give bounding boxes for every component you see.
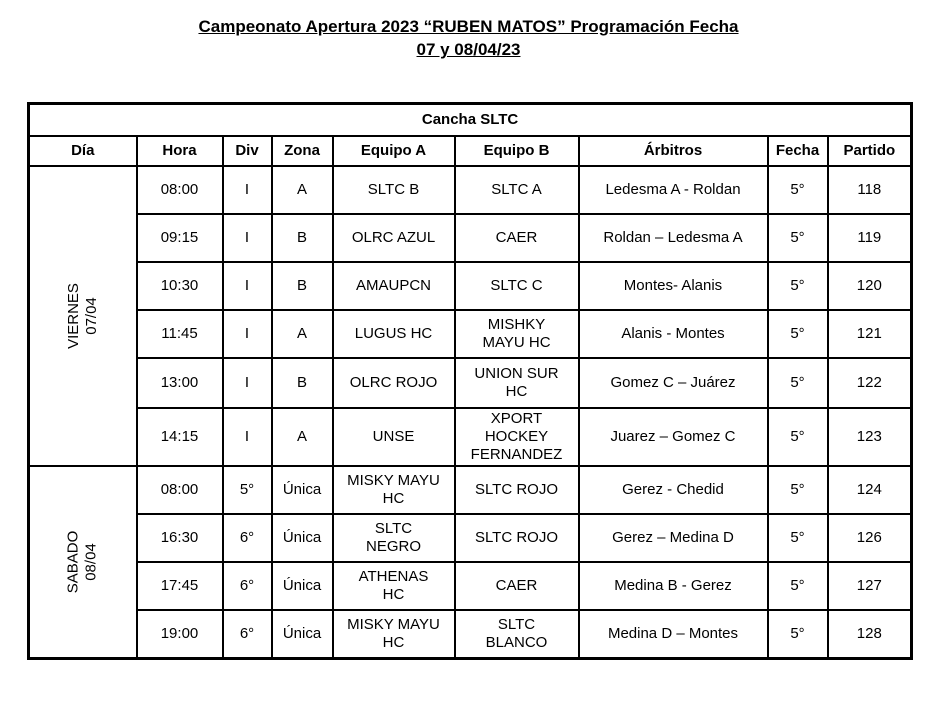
match-division: 6° bbox=[223, 610, 272, 659]
team-a-line: LUGUS HC bbox=[354, 325, 433, 342]
team-a-line: OLRC ROJO bbox=[349, 374, 438, 391]
team-b bbox=[455, 310, 579, 358]
team-b-line: SLTC ROJO bbox=[474, 481, 559, 498]
match-referees: Medina D – Montes bbox=[579, 610, 768, 659]
match-number: 122 bbox=[828, 358, 912, 408]
team-a-line: SLTC B bbox=[367, 181, 420, 198]
day-date: 07/04 bbox=[82, 297, 100, 335]
team-a bbox=[333, 610, 455, 659]
team-a-line: HC bbox=[382, 586, 405, 603]
team-a bbox=[333, 358, 455, 408]
team-b-line: SLTC bbox=[497, 616, 536, 633]
team-b-line: BLANCO bbox=[485, 634, 548, 651]
match-division: 6° bbox=[223, 514, 272, 562]
team-b bbox=[455, 166, 579, 214]
team-a-line: MISKY MAYU bbox=[347, 472, 440, 489]
document-title: Campeonato Apertura 2023 “RUBEN MATOS” Programación Fecha bbox=[198, 17, 739, 36]
team-a-line: HC bbox=[382, 490, 405, 507]
day-date: 08/04 bbox=[82, 543, 100, 581]
table-row bbox=[29, 358, 912, 408]
table-row bbox=[29, 166, 912, 214]
match-referees: Alanis - Montes bbox=[579, 310, 768, 358]
match-referees: Gerez – Medina D bbox=[579, 514, 768, 562]
match-number: 120 bbox=[828, 262, 912, 310]
match-division: I bbox=[223, 310, 272, 358]
team-b bbox=[455, 408, 579, 466]
match-time: 14:15 bbox=[137, 408, 223, 466]
team-a-line: AMAUPCN bbox=[355, 277, 431, 294]
match-division: 5° bbox=[223, 466, 272, 514]
day-label bbox=[65, 531, 101, 594]
match-referees: Gerez - Chedid bbox=[579, 466, 768, 514]
match-time: 09:15 bbox=[137, 214, 223, 262]
schedule-body bbox=[29, 166, 912, 659]
schedule-table bbox=[27, 102, 913, 660]
team-a-line: MISKY MAYU bbox=[347, 616, 440, 633]
team-b bbox=[455, 610, 579, 659]
match-referees: Medina B - Gerez bbox=[579, 562, 768, 610]
team-a bbox=[333, 166, 455, 214]
match-number: 126 bbox=[828, 514, 912, 562]
match-time: 19:00 bbox=[137, 610, 223, 659]
match-zone: B bbox=[272, 358, 333, 408]
day-name: VIERNES bbox=[64, 283, 82, 349]
col-header-zona: Zona bbox=[272, 136, 333, 166]
team-a-line: SLTC bbox=[374, 520, 413, 537]
team-b-line: CAER bbox=[495, 577, 538, 594]
match-round: 5° bbox=[768, 262, 828, 310]
match-number: 119 bbox=[828, 214, 912, 262]
team-a bbox=[333, 262, 455, 310]
match-round: 5° bbox=[768, 408, 828, 466]
match-referees: Gomez C – Juárez bbox=[579, 358, 768, 408]
team-a bbox=[333, 214, 455, 262]
match-zone: Única bbox=[272, 466, 333, 514]
team-b bbox=[455, 562, 579, 610]
match-round: 5° bbox=[768, 562, 828, 610]
cancha-header: Cancha SLTC bbox=[29, 104, 912, 137]
match-round: 5° bbox=[768, 466, 828, 514]
team-b-line: SLTC C bbox=[490, 277, 543, 294]
table-row bbox=[29, 562, 912, 610]
day-name: SABADO bbox=[64, 530, 82, 594]
match-division: I bbox=[223, 358, 272, 408]
day-cell bbox=[29, 466, 137, 659]
match-zone: A bbox=[272, 408, 333, 466]
match-time: 11:45 bbox=[137, 310, 223, 358]
day-label bbox=[65, 283, 101, 349]
match-time: 16:30 bbox=[137, 514, 223, 562]
col-header-dia: Día bbox=[29, 136, 137, 166]
team-b bbox=[455, 466, 579, 514]
match-time: 10:30 bbox=[137, 262, 223, 310]
match-round: 5° bbox=[768, 610, 828, 659]
col-header-equipo-a: Equipo A bbox=[333, 136, 455, 166]
match-round: 5° bbox=[768, 514, 828, 562]
table-row bbox=[29, 610, 912, 659]
document-subtitle-dates: 07 y 08/04/23 bbox=[416, 40, 521, 59]
match-referees: Juarez – Gomez C bbox=[579, 408, 768, 466]
team-a-line: UNSE bbox=[372, 428, 415, 445]
match-number: 118 bbox=[828, 166, 912, 214]
team-a bbox=[333, 466, 455, 514]
col-header-fecha: Fecha bbox=[768, 136, 828, 166]
table-row bbox=[29, 214, 912, 262]
team-b bbox=[455, 214, 579, 262]
team-b bbox=[455, 514, 579, 562]
match-zone: A bbox=[272, 310, 333, 358]
table-row bbox=[29, 466, 912, 514]
team-b-line: FERNANDEZ bbox=[470, 446, 563, 463]
table-row bbox=[29, 408, 912, 466]
col-header-partido: Partido bbox=[828, 136, 912, 166]
team-a-line: HC bbox=[382, 634, 405, 651]
match-number: 121 bbox=[828, 310, 912, 358]
team-b-line: UNION SUR bbox=[474, 365, 559, 382]
team-b-line: CAER bbox=[495, 229, 538, 246]
match-time: 08:00 bbox=[137, 466, 223, 514]
match-referees: Montes- Alanis bbox=[579, 262, 768, 310]
match-division: I bbox=[223, 214, 272, 262]
team-a-line: ATHENAS bbox=[358, 568, 429, 585]
match-zone: B bbox=[272, 262, 333, 310]
col-header-div: Div bbox=[223, 136, 272, 166]
team-b-line: HOCKEY bbox=[484, 428, 549, 445]
match-referees: Roldan – Ledesma A bbox=[579, 214, 768, 262]
match-division: I bbox=[223, 262, 272, 310]
team-b-line: XPORT bbox=[490, 410, 543, 427]
match-time: 17:45 bbox=[137, 562, 223, 610]
team-b-line: MAYU HC bbox=[482, 334, 551, 351]
team-a bbox=[333, 408, 455, 466]
team-b-line: MISHKY bbox=[487, 316, 546, 333]
match-division: 6° bbox=[223, 562, 272, 610]
col-header-hora: Hora bbox=[137, 136, 223, 166]
match-time: 13:00 bbox=[137, 358, 223, 408]
match-division: I bbox=[223, 408, 272, 466]
team-b-line: SLTC A bbox=[491, 181, 542, 198]
match-zone: B bbox=[272, 214, 333, 262]
match-number: 124 bbox=[828, 466, 912, 514]
match-round: 5° bbox=[768, 310, 828, 358]
team-b bbox=[455, 358, 579, 408]
team-b bbox=[455, 262, 579, 310]
match-division: I bbox=[223, 166, 272, 214]
match-number: 128 bbox=[828, 610, 912, 659]
match-round: 5° bbox=[768, 358, 828, 408]
table-row bbox=[29, 514, 912, 562]
table-row bbox=[29, 262, 912, 310]
team-b-line: HC bbox=[505, 383, 528, 400]
team-a bbox=[333, 514, 455, 562]
team-b-line: SLTC ROJO bbox=[474, 529, 559, 546]
match-zone: Única bbox=[272, 562, 333, 610]
team-a bbox=[333, 562, 455, 610]
table-row bbox=[29, 310, 912, 358]
match-round: 5° bbox=[768, 214, 828, 262]
day-cell bbox=[29, 166, 137, 466]
match-number: 123 bbox=[828, 408, 912, 466]
match-time: 08:00 bbox=[137, 166, 223, 214]
match-zone: Única bbox=[272, 610, 333, 659]
match-referees: Ledesma A - Roldan bbox=[579, 166, 768, 214]
match-round: 5° bbox=[768, 166, 828, 214]
col-header-arbitros: Árbitros bbox=[579, 136, 768, 166]
team-a-line: OLRC AZUL bbox=[351, 229, 436, 246]
col-header-equipo-b: Equipo B bbox=[455, 136, 579, 166]
match-zone: Única bbox=[272, 514, 333, 562]
match-number: 127 bbox=[828, 562, 912, 610]
team-a-line: NEGRO bbox=[365, 538, 421, 555]
team-a bbox=[333, 310, 455, 358]
match-zone: A bbox=[272, 166, 333, 214]
